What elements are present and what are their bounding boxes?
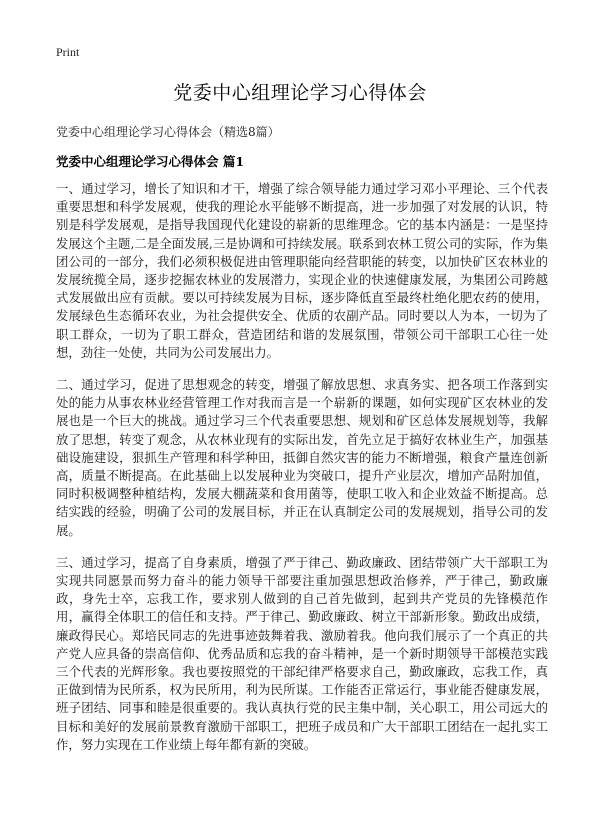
document-subtitle: 党委中心组理论学习心得体会（精选8篇） [56,125,280,139]
paragraph-2: 二、通过学习，促进了思想观念的转变，增强了解放思想、求真务实、把各项工作落到实处的能力从事农林业经营管理工作对我而言是一个崭新的课题，如何实现矿区农林业的发展也是一个巨大的挑战。通过学习三个代表重要思想、规划和矿区总体发展规划等，我解放了思想，转变了观念，从农林业现有的实际出发，首先立足于搞好农林业生产，加强基础设施建设，狠抓生产管理和科学种田，抵御自然灾害的能力不断增强，粮食产量连创新高，质量不断提高。在此基础上以发展种业为突破口，提升产业层次，增加产品附加值，同时积极调整种植结构，发展大棚蔬菜和食用菌等，使职工收入和企业效益不断提高。总结实践的经验，明确了公司的发展目标，并正在认真制定公司的发展规划，指导公司的发展。 [56,377,548,538]
paragraph-3: 三、通过学习，提高了自身素质，增强了严于律己、勤政廉政、团结带领广大干部职工为实现共同愿景而努力奋斗的能力领导干部要注重加强思想政治修养，严于律己，勤政廉政，身先士卒，忘我工作，要求别人做到的自己首先做到，起到共产党员的先锋模范作用，赢得全体职工的信任和支持。严于律己、勤政廉政、树立干部新形象。勤政出成绩，廉政得民心。郑培民同志的先进事迹鼓舞着我、激励着我。他向我们展示了一个真正的共产党人应具备的崇高信仰、优秀品质和忘我的奋斗精神，是一个新时期领导干部模范实践三个代表的光辉形象。我也要按照党的干部纪律严格要求自己，勤政廉政，忘我工作，真正做到情为民所系，权为民所用，利为民所谋。工作能否正常运行，事业能否健康发展，班子团结、同事和睦是很重要的。我认真执行党的民主集中制，关心职工，用公司远大的目标和美好的发展前景教育激励干部职工，把班子成员和广大干部职工团结在一起扎实工作，努力实现在工作业绩上每年都有新的突破。 [56,554,548,752]
section-heading: 党委中心组理论学习心得体会 篇1 [56,154,245,169]
article-body [56,180,548,768]
paragraph-1: 一、通过学习，增长了知识和才干，增强了综合领导能力通过学习邓小平理论、三个代表重要思想和科学发展观，使我的理论水平能够不断提高，进一步加强了对发展的认识，特别是科学发展观，是指导我国现代化建设的崭新的思维理念。它的基本内涵是：一是坚持发展这个主题,二是全面发展,三是协调和可持续发展。联系到农林工贸公司的实际，作为集团公司的一部分，我们必须积极促进由管理职能向经营职能的转变，以加快矿区农林业的发展统揽全局，逐步挖掘农林业的发展潜力，实现企业的快速健康发展，为集团公司跨越式发展做出应有贡献。要以可持续发展为目标，逐步降低直至最终杜绝化肥农药的使用，发展绿色生态循环农业，为社会提供安全、优质的农副产品。同时要以人为本，一切为了职工群众，一切为了职工群众，营造团结和谐的发展氛围，带领公司干部职工心往一处想，劲往一处使，共同为公司发展出力。 [56,181,548,360]
page-title: 党委中心组理论学习心得体会 [173,82,427,104]
print-link[interactable]: Print [56,45,80,59]
